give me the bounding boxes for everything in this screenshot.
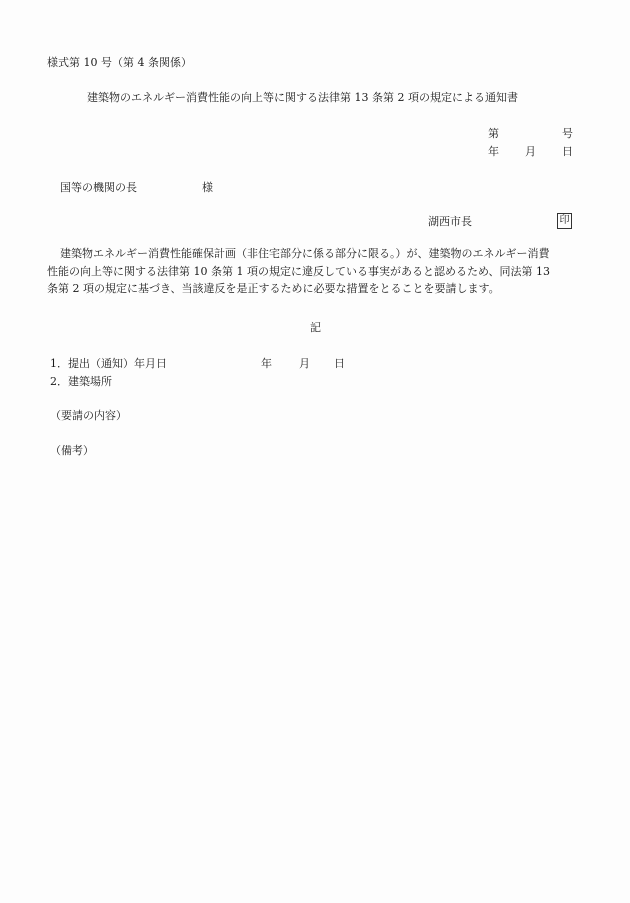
form-number: 様式第 10 号（第 4 条関係） [47, 56, 192, 69]
reference-number-suffix: 号 [562, 127, 573, 140]
seal-stamp-icon: 印 [557, 213, 572, 229]
request-content-heading: （要請の内容） [50, 409, 127, 422]
item-submission-year-label: 年 [261, 357, 272, 370]
body-line: 建築物エネルギー消費性能確保計画（非住宅部分に係る部分に限る。）が、建築物のエネルギー消費 [60, 247, 550, 260]
date-day-label: 日 [562, 145, 573, 158]
date-month-label: 月 [525, 145, 536, 158]
body-line: 性能の向上等に関する法律第 10 条第 1 項の規定に違反している事実があると認めるため、同法第 13 [47, 264, 551, 278]
ki-heading: 記 [310, 321, 321, 334]
document-title: 建築物のエネルギー消費性能の向上等に関する法律第 13 条第 2 項の規定による通知書 [87, 91, 518, 104]
item-submission-month-label: 月 [299, 357, 310, 370]
item-building-location-label: 2．建築場所 [50, 375, 112, 388]
date-year-label: 年 [488, 145, 499, 158]
issuer-name: 湖西市長 [428, 215, 472, 228]
body-line: 条第 2 項の規定に基づき、当該違反を是正するために必要な措置をとることを要請します。 [47, 282, 500, 295]
remarks-heading: （備考） [50, 444, 94, 457]
item-submission-day-label: 日 [334, 357, 345, 370]
reference-number-prefix: 第 [488, 127, 499, 140]
addressee-name: 国等の機関の長 [60, 181, 137, 194]
body-paragraph [47, 245, 592, 298]
item-submission-date-label: 1．提出（通知）年月日 [50, 357, 167, 370]
addressee-honorific: 様 [202, 181, 213, 194]
